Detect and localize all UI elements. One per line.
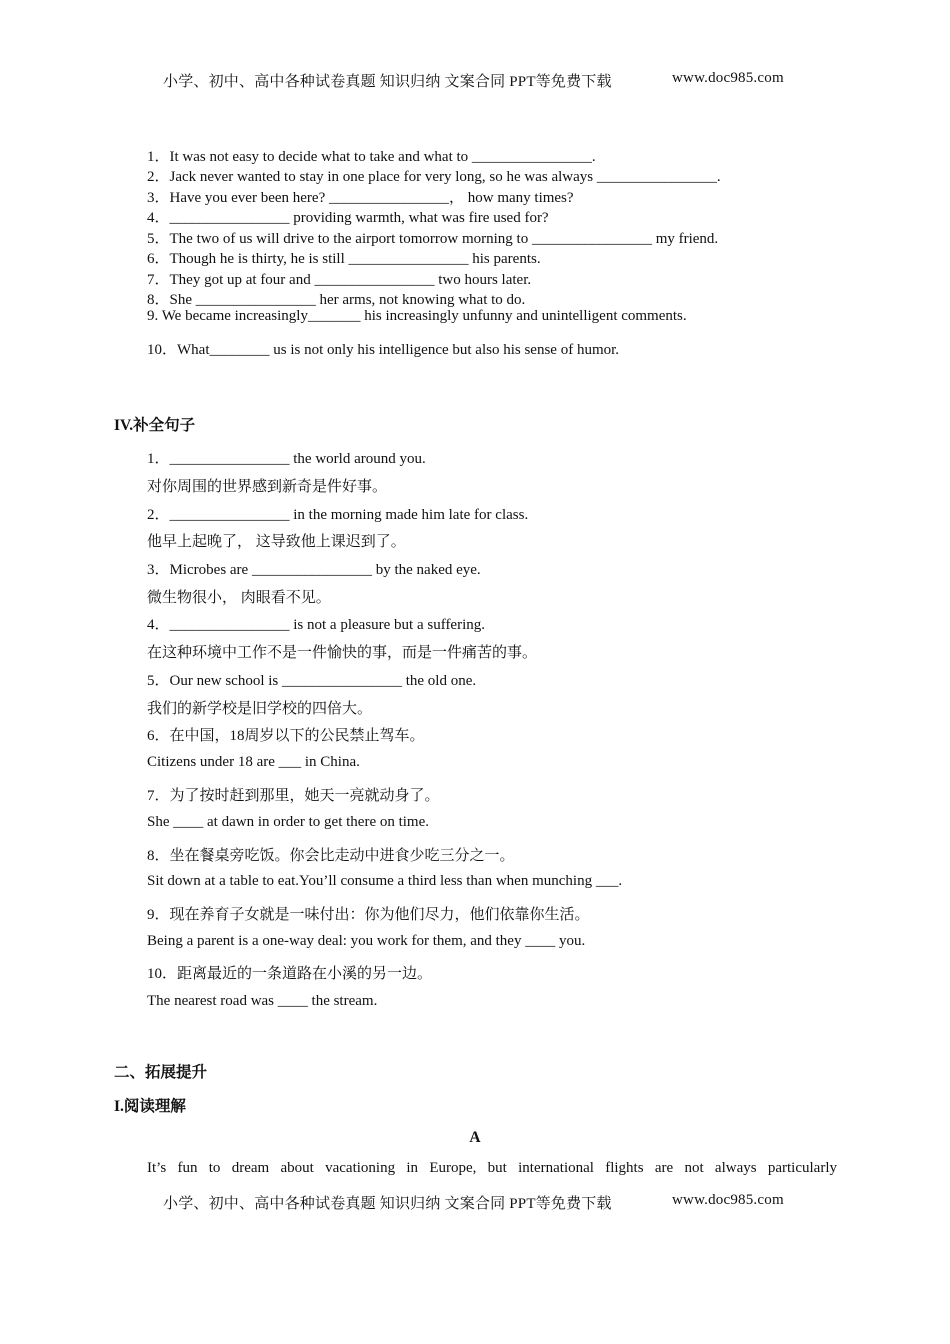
list-item: 9. We became increasingly_______ his increasingly unfunny and unintelligent comments.: [147, 308, 687, 324]
list-item: 4．________________ is not a pleasure but a suffering.: [147, 617, 486, 633]
list-item: 在这种环境中工作不是一件愉快的事，而是一件痛苦的事。: [147, 645, 538, 661]
list-item: The nearest road was ____ the stream.: [147, 993, 378, 1009]
passage-label: A: [469, 1129, 481, 1146]
list-item: 6．Though he is thirty, he is still ________________ his parents.: [147, 251, 541, 267]
part2-subtitle: I.阅读理解: [114, 1098, 186, 1115]
list-item: 6．在中国，18周岁以下的公民禁止驾车。: [147, 728, 425, 744]
list-item: 1．It was not easy to decide what to take and what to ________________.: [147, 149, 596, 165]
part2-title: 二、拓展提升: [114, 1064, 208, 1081]
list-item: 9．现在养育子女就是一味付出：你为他们尽力，他们依靠你生活。: [147, 907, 590, 923]
list-item: 微生物很小， 肉眼看不见。: [147, 590, 331, 606]
list-item: 7．为了按时赶到那里，她天一亮就动身了。: [147, 788, 440, 804]
list-item: 2．________________ in the morning made him late for class.: [147, 507, 529, 523]
list-item: 10．距离最近的一条道路在小溪的另一边。: [147, 966, 433, 982]
footer-text: 小学、初中、高中各种试卷真题 知识归纳 文案合同 PPT等免费下载: [163, 1196, 612, 1212]
list-item: 7．They got up at four and ________________ two hours later.: [147, 272, 532, 288]
page-header: [163, 70, 612, 91]
list-item: Being a parent is a one-way deal: you work for them, and they ____ you.: [147, 933, 586, 949]
passage-first-line: It’s fun to dream about vacationing in Europe, but international flights are not always particularly: [147, 1160, 837, 1176]
list-item: 3．Microbes are ________________ by the naked eye.: [147, 562, 481, 578]
header-text: 小学、初中、高中各种试卷真题 知识归纳 文案合同 PPT等免费下载: [163, 74, 612, 90]
section4-title: IV.补全句子: [114, 417, 196, 434]
list-item: 10．What________ us is not only his intelligence but also his sense of humor.: [147, 342, 620, 358]
list-item: 1．________________ the world around you.: [147, 451, 426, 467]
list-item: 8．She ________________ her arms, not knowing what to do.: [147, 292, 526, 308]
list-item: 5．Our new school is ________________ the old one.: [147, 673, 477, 689]
list-item: 对你周围的世界感到新奇是件好事。: [147, 479, 388, 495]
list-item: Citizens under 18 are ___ in China.: [147, 754, 360, 770]
list-item: 我们的新学校是旧学校的四倍大。: [147, 701, 373, 717]
list-item: 4．________________ providing warmth, what was fire used for?: [147, 210, 549, 226]
list-item: 3．Have you ever been here? ________________， how many times?: [147, 190, 574, 206]
list-item: 5．The two of us will drive to the airport tomorrow morning to ________________ my friend.: [147, 231, 719, 247]
list-item: Sit down at a table to eat.You’ll consume a third less than when munching ___.: [147, 873, 623, 889]
footer-url: www.doc985.com: [672, 1192, 784, 1208]
list-item: She ____ at dawn in order to get there on time.: [147, 814, 430, 830]
list-item: 8．坐在餐桌旁吃饭。你会比走动中进食少吃三分之一。: [147, 848, 515, 864]
page-footer: [163, 1192, 612, 1213]
list-item: 他早上起晚了， 这导致他上课迟到了。: [147, 534, 406, 550]
header-url: www.doc985.com: [672, 70, 784, 86]
list-item: 2．Jack never wanted to stay in one place for very long, so he was always ________________.: [147, 169, 721, 185]
